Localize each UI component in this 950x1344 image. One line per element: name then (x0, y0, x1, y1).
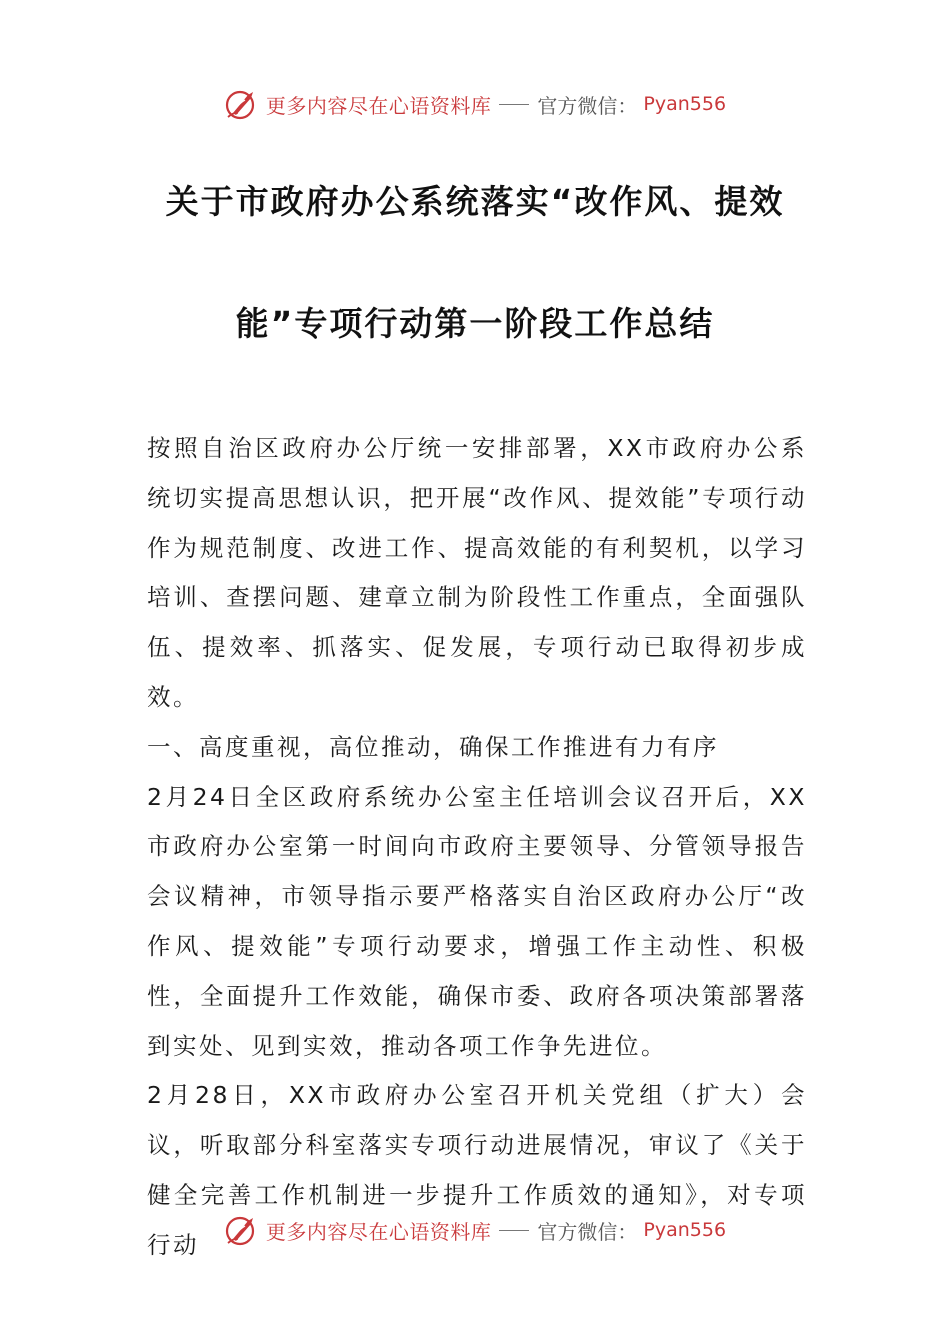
header-watermark (0, 82, 950, 126)
watermark-brand-text: 更多内容尽在心语资料库 (265, 1219, 492, 1244)
body-paragraph: 按照自治区政府办公厅统一安排部署，XX市政府办公系统切实提高思想认识，把开展“改作风、提效能”专项行动作为规范制度、改进工作、提高效能的有利契机，以学习培训、查摆问题、建章立制为阶段性工作重点，全面强队伍、提效率、抓落实、促发展，专项行动已取得初步成效。 (147, 434, 807, 711)
pen-nib-logo-icon (224, 1212, 260, 1248)
watermark-contact-label: 官方微信： (537, 1219, 638, 1244)
watermark-contact-label: 官方微信： (537, 93, 638, 118)
pen-nib-logo-icon (224, 86, 260, 122)
section-heading: 一、高度重视，高位推动，确保工作推进有力有序 (147, 732, 719, 761)
footer-watermark (0, 1208, 950, 1252)
document-title-line-2: 能”专项行动第一阶段工作总结 (235, 304, 715, 343)
document-title-line-1: 关于市政府办公系统落实“改作风、提效 (165, 182, 785, 221)
watermark-dash (499, 104, 529, 105)
watermark-contact-id: Pyan556 (643, 1219, 727, 1241)
document-body (147, 424, 807, 1271)
watermark-dash (499, 1230, 529, 1231)
watermark-brand-text: 更多内容尽在心语资料库 (265, 93, 492, 118)
body-paragraph: 2月24日全区政府系统办公室主任培训会议召开后，XX市政府办公室第一时间向市政府主要领导、分管领导报告会议精神，市领导指示要严格落实自治区政府办公厅“改作风、提效能”专项行动要求，增强工作主动性、积极性，全面提升工作效能，确保市委、政府各项决策部署落到实处、见到实效，推动各项工作争先进位。 (147, 782, 807, 1060)
watermark-contact-id: Pyan556 (643, 93, 727, 115)
body-paragraph: 2月28日，XX市政府办公室召开机关党组（扩大）会议，听取部分科室落实专项行动进展情况，审议了《关于健全完善工作机制进一步提升工作质效的通知》，对专项行动 (147, 1081, 807, 1259)
